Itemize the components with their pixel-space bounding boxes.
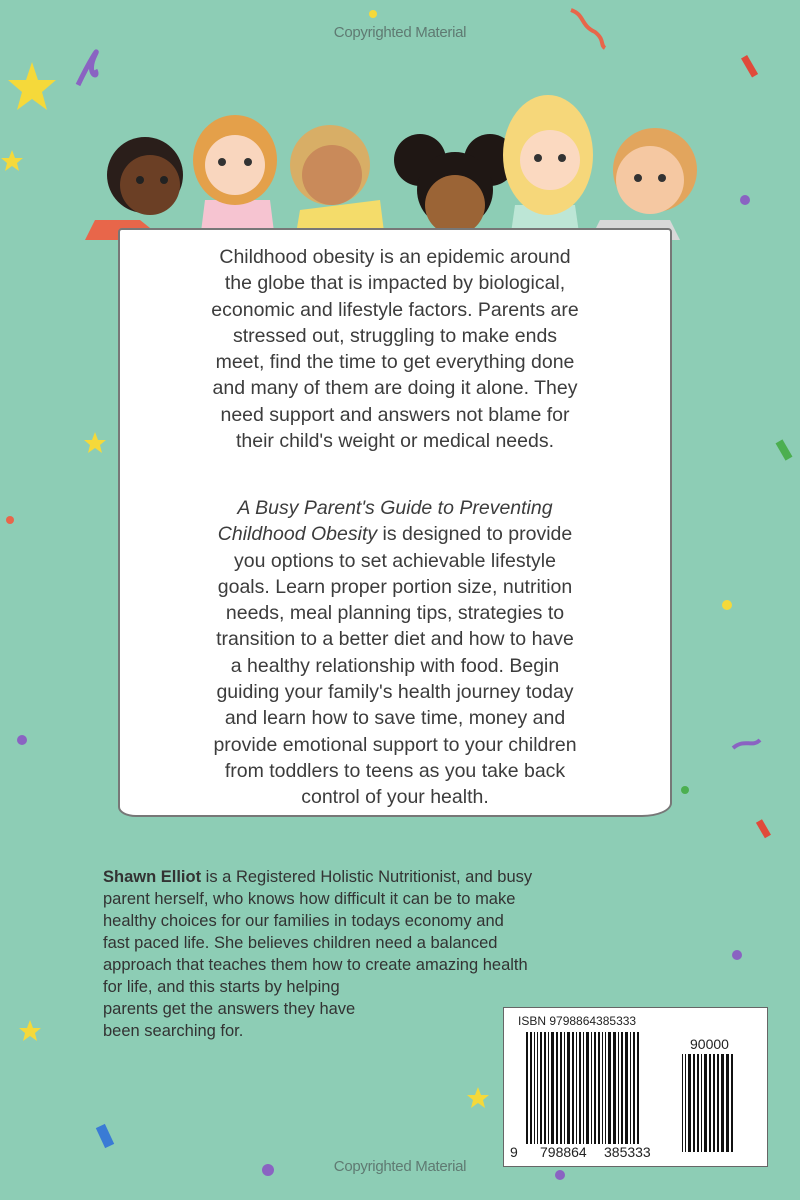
text-line: meet, find the time to get everything done — [215, 351, 575, 374]
barcode-bar — [704, 1054, 707, 1152]
barcode-bar — [526, 1032, 528, 1144]
barcode-digit-first: 9 — [510, 1144, 518, 1160]
barcode-bar — [621, 1032, 623, 1144]
ribbon-icon — [571, 10, 605, 48]
barcode-bar — [682, 1054, 683, 1152]
barcode-bar — [572, 1032, 574, 1144]
description-sign — [118, 228, 672, 817]
barcode-bar — [576, 1032, 577, 1144]
barcode-bar — [713, 1054, 715, 1152]
text-line: needs, meal planning tips, strategies to — [225, 602, 565, 625]
ribbon-icon — [733, 740, 760, 748]
barcode-bar — [637, 1032, 639, 1144]
watermark-bottom: Copyrighted Material — [333, 1158, 467, 1175]
text-line: and learn how to save time, money and — [224, 707, 566, 730]
text-line: for life, and this starts by helping — [103, 978, 340, 996]
barcode-bar — [602, 1032, 603, 1144]
barcode-bar — [618, 1032, 619, 1144]
text-line: provide emotional support to your children — [213, 733, 577, 756]
barcode-bar — [608, 1032, 611, 1144]
price-code: 90000 — [690, 1036, 729, 1052]
text-line: the globe that is impacted by biological, — [224, 272, 566, 295]
barcode-bar — [586, 1032, 589, 1144]
children-illustration — [0, 80, 800, 240]
text-line: economic and lifestyle factors. Parents are — [211, 298, 579, 321]
author-bio — [103, 866, 532, 1042]
barcode-bar — [717, 1054, 719, 1152]
barcode-bar — [594, 1032, 596, 1144]
barcode-bar — [534, 1032, 535, 1144]
text-line: is a Registered Holistic Nutritionist, and busy — [201, 868, 533, 886]
child-3 — [290, 125, 385, 240]
barcode-bar — [605, 1032, 606, 1144]
barcode-bar — [579, 1032, 581, 1144]
barcode-bar — [567, 1032, 570, 1144]
barcode-bar — [530, 1032, 532, 1144]
child-6 — [590, 128, 697, 240]
barcode-bars-main — [526, 1032, 641, 1144]
book-title-italic: A Busy Parent's Guide to Preventing — [237, 497, 553, 519]
blurb-paragraph-2 — [120, 495, 670, 811]
barcode-bar — [551, 1032, 554, 1144]
text-line: and many of them are doing it alone. They — [212, 377, 578, 400]
text-line: parents get the answers they have — [103, 1000, 356, 1018]
barcode-bar — [709, 1054, 711, 1152]
barcode-bars-addon — [682, 1054, 735, 1152]
barcode-bar — [688, 1054, 691, 1152]
text-line: stressed out, struggling to make ends — [232, 324, 558, 347]
child-2 — [193, 115, 277, 240]
text-line: approach that teaches them how to create amazing health — [103, 956, 528, 974]
isbn-label: ISBN 9798864385333 — [518, 1014, 637, 1028]
text-line: you options to set achievable lifestyle — [234, 549, 556, 572]
barcode-bar — [685, 1054, 686, 1152]
barcode-bar — [613, 1032, 616, 1144]
child-4 — [394, 134, 516, 235]
barcode-bar — [556, 1032, 558, 1144]
barcode-bar — [598, 1032, 600, 1144]
text-line: need support and answers not blame for — [220, 403, 570, 426]
barcode-bar — [693, 1054, 695, 1152]
blurb-paragraph-1 — [120, 244, 670, 454]
barcode-bar — [540, 1032, 542, 1144]
isbn-barcode — [503, 1007, 768, 1167]
text-line: Childhood obesity is an epidemic around — [219, 246, 571, 268]
text-line: a healthy relationship with food. Begin — [230, 654, 560, 677]
barcode-bar — [726, 1054, 729, 1152]
barcode-bar — [537, 1032, 538, 1144]
text-line: transition to a better diet and how to have — [216, 628, 574, 651]
barcode-bar — [564, 1032, 565, 1144]
watermark-top: Copyrighted Material — [333, 24, 467, 41]
text-line: control of your health. — [301, 786, 489, 809]
barcode-bar — [630, 1032, 631, 1144]
barcode-bar — [701, 1054, 702, 1152]
barcode-bar — [697, 1054, 699, 1152]
barcode-bar — [591, 1032, 592, 1144]
text-line: parent herself, who knows how difficult it can be to make — [103, 890, 516, 908]
barcode-bar — [731, 1054, 733, 1152]
book-title-italic: Childhood Obesity — [217, 523, 378, 546]
barcode-bar — [560, 1032, 562, 1144]
text-line: fast paced life. She believes children need a balanced — [103, 934, 498, 952]
text-line: from toddlers to teens as you take back — [224, 759, 566, 782]
text-line: is designed to provide — [377, 523, 573, 546]
child-1 — [85, 137, 183, 240]
barcode-bar — [721, 1054, 724, 1152]
star-icon — [467, 1087, 489, 1108]
star-icon — [84, 432, 106, 453]
barcode-bar — [625, 1032, 628, 1144]
barcode-bar — [548, 1032, 549, 1144]
barcode-digits-group2: 385333 — [604, 1144, 651, 1160]
barcode-bar — [583, 1032, 584, 1144]
text-line: goals. Learn proper portion size, nutrition — [217, 575, 573, 598]
barcode-bar — [633, 1032, 635, 1144]
text-line: been searching for. — [103, 1022, 244, 1040]
star-icon — [19, 1020, 41, 1041]
text-line: guiding your family's health journey today — [216, 681, 574, 704]
child-5 — [503, 95, 593, 240]
text-line: healthy choices for our families in todays economy and — [103, 912, 504, 930]
barcode-digits-group1: 798864 — [540, 1144, 587, 1160]
barcode-bar — [544, 1032, 546, 1144]
text-line: their child's weight or medical needs. — [235, 430, 555, 453]
author-name: Shawn Elliot — [103, 868, 202, 886]
